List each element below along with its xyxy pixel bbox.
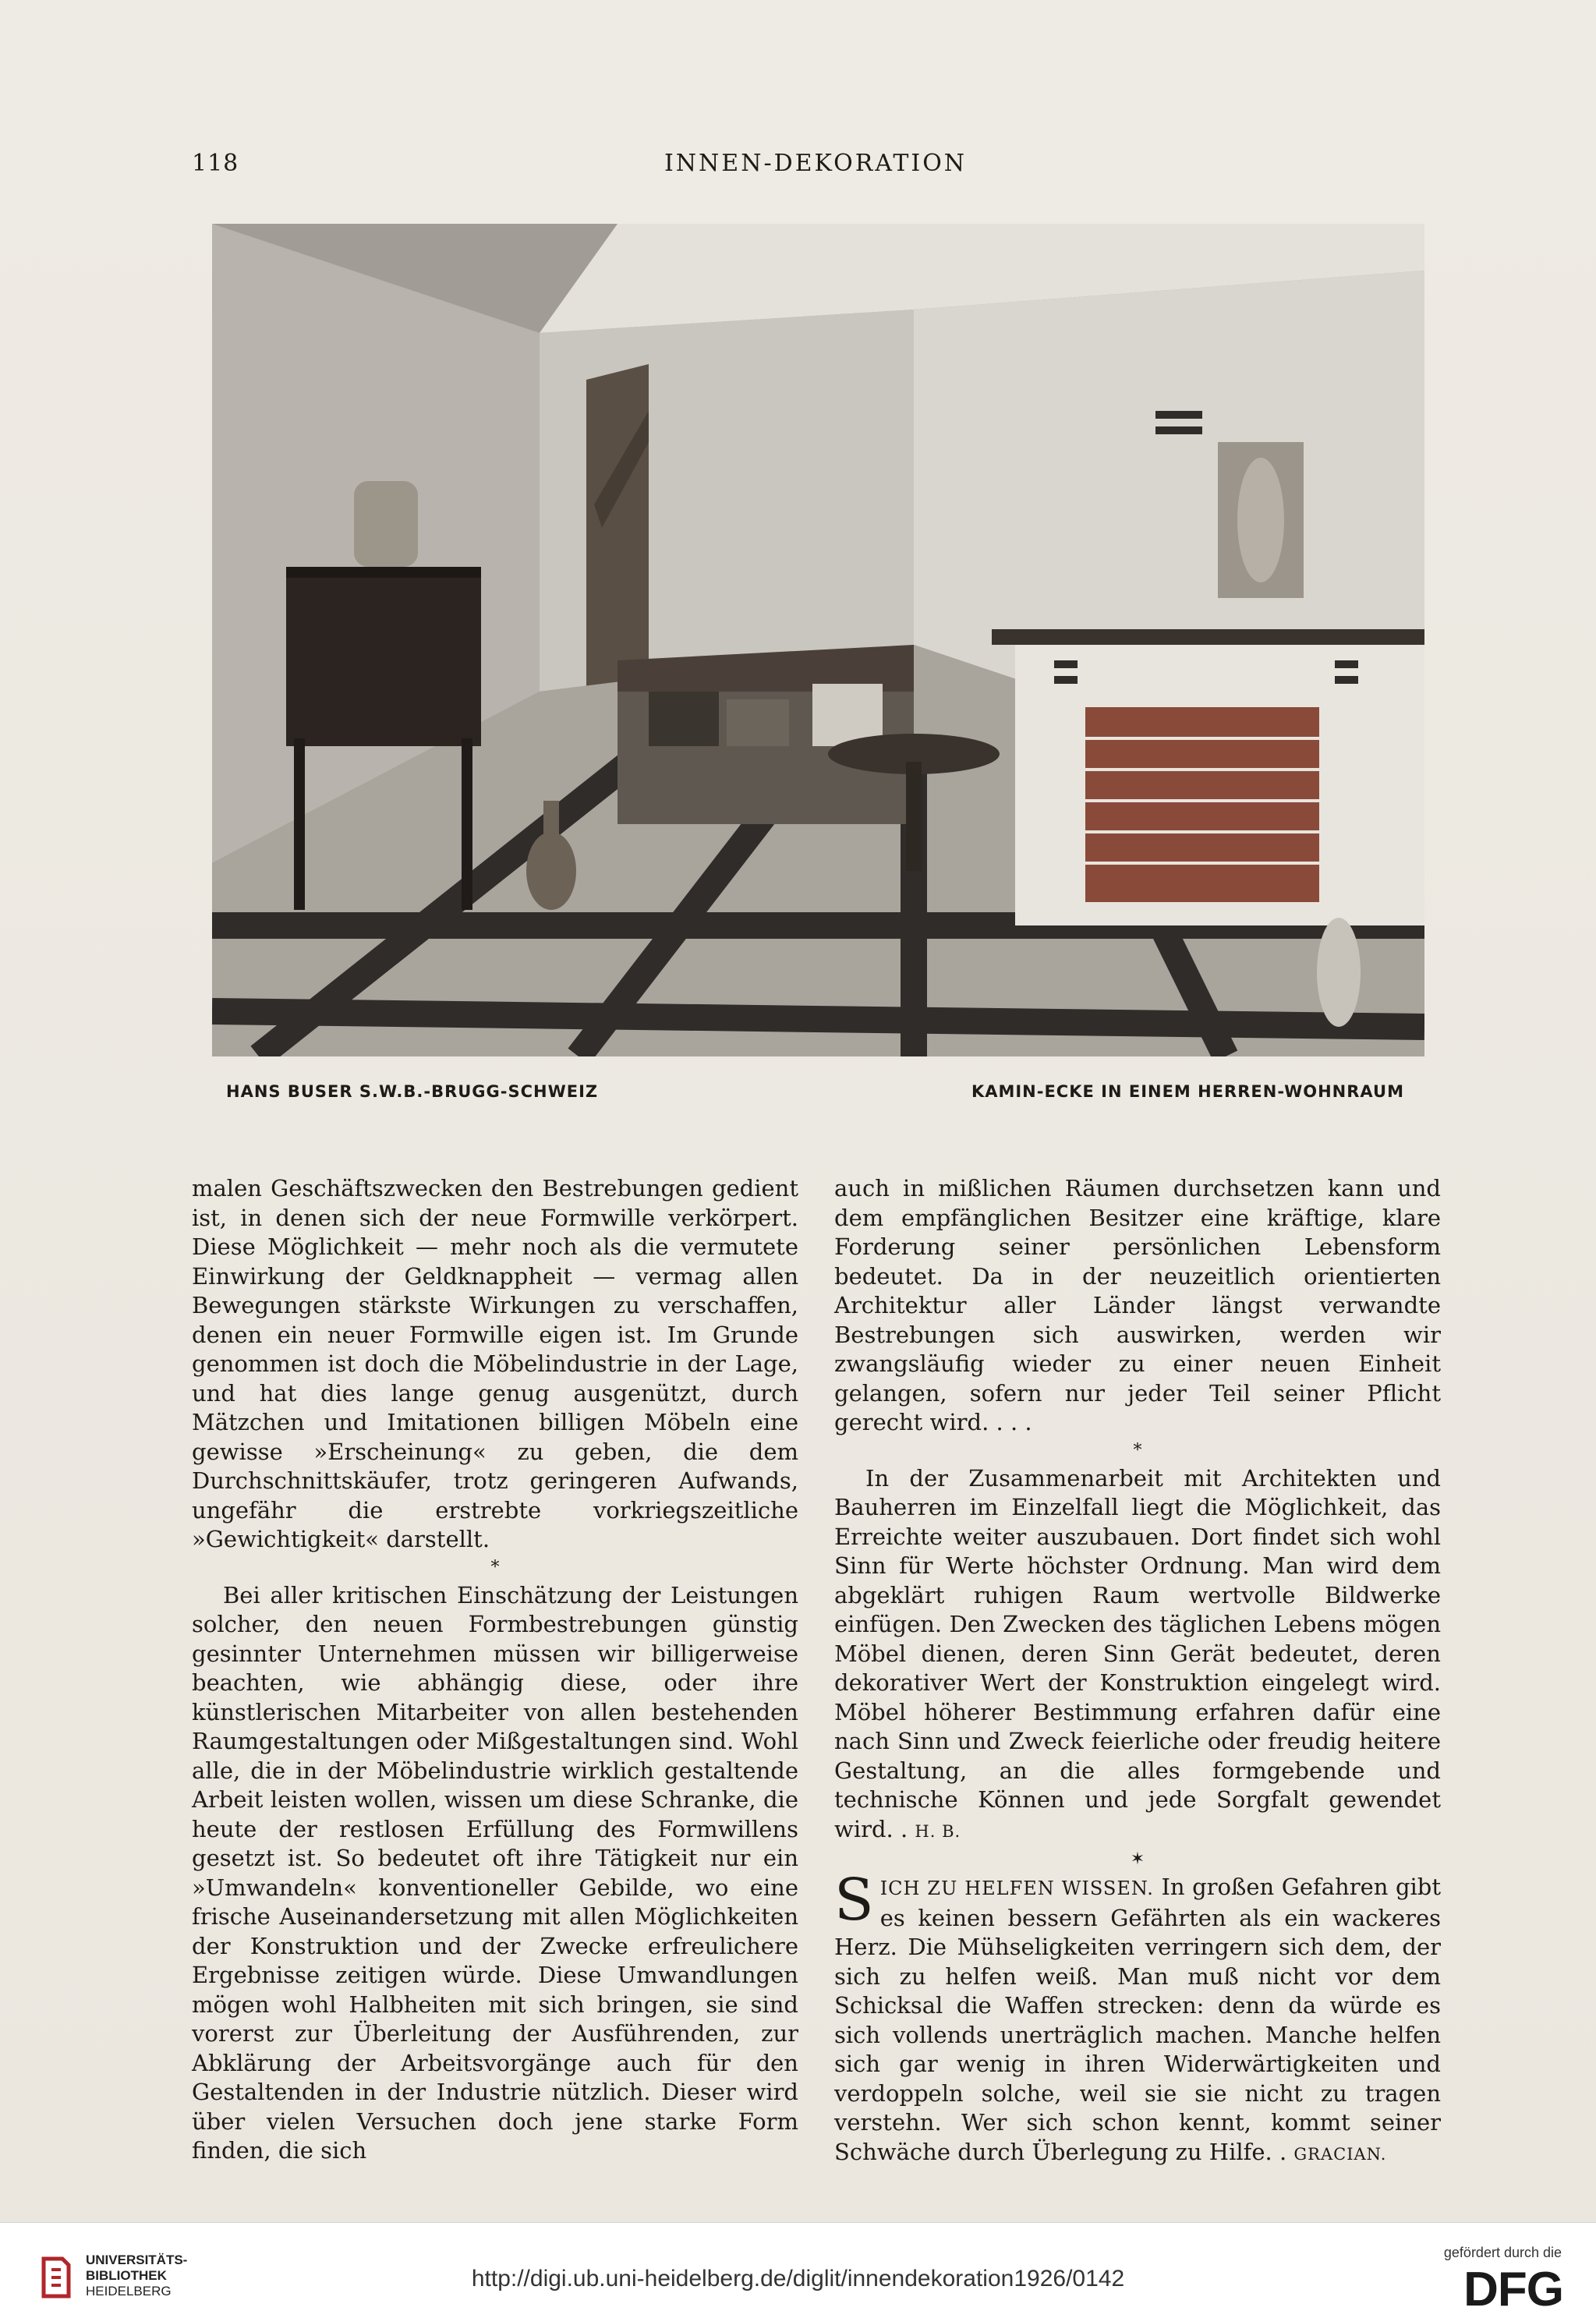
- aphorism-author: GRACIAN.: [1293, 2144, 1387, 2164]
- aphorism-text: In großen Gefahren gibt es keinen bessern Gefährten als ein wackeres Herz. Die Mühseligkeiten verringern sich dem, der sich zu helfen weiß. Man muß nicht vor dem Schicksal die Waffen strecken: denn da würde es sich vollends unerträglich machen. Manche helfen sich gar wenig in ihren Widerwärtigkeiten und verdoppeln solche, weil sie sie nicht zu tragen verstehn. Wer sich schon kennt, kommt seiner Schwäche durch Überlegung zu Hilfe. .: [834, 1874, 1442, 2165]
- text-column-left: [192, 1174, 798, 2166]
- author-signature: H. B.: [915, 1821, 961, 1841]
- library-name-line: UNIVERSITÄTS-: [86, 2253, 188, 2267]
- paragraph-text: In der Zusammenarbeit mit Architekten und Bauherren im Einzelfall liegt die Möglichkeit, das Erreichte weiter auszubauen. Dort findet sich wohl Sinn für Werte höchster Ordnung. Man wird dem abgeklärt ruhigen Raum wertvolle Bildwerke einfügen. Den Zwecken des täglichen Lebens mögen Möbel dienen, deren Sinn Gerät bedeutet, deren dekorativer Wert der Konstruktion eingelegt wird. Möbel höherer Bestimmung erfahren dafür eine nach Sinn und Zweck feierliche oder freudig heitere Gestaltung, an die alles formgebende und technische Können und jede Sorgfalt gewendet wird. .: [834, 1464, 1441, 1842]
- figure-caption-title: KAMIN-ECKE IN EINEM HERREN-WOHNRAUM: [971, 1082, 1404, 1101]
- paragraph: [834, 1464, 1441, 1847]
- section-separator: *: [490, 1557, 500, 1577]
- page-number: 118: [192, 150, 239, 177]
- source-url-link[interactable]: http://digi.ub.uni-heidelberg.de/diglit/innendekoration1926/0142: [471, 2266, 1125, 2291]
- drop-cap: S: [834, 1867, 874, 1934]
- section-separator: ✶: [1130, 1849, 1145, 1869]
- library-name-line: BIBLIOTHEK: [86, 2268, 167, 2283]
- page-header: [192, 150, 1439, 189]
- paragraph: auch in mißlichen Räumen durchsetzen kann und dem empfänglichen Besitzer eine kräftige, klare Forderung seiner persönlichen Lebensform bedeutet. Da in der neuzeitlich orientierten Architektur aller Länder längst verwandte Bestrebungen sich auswirken, werden wir zwangsläufig wieder zu einer neuen Einheit gelangen, sofern nur jeder Teil seiner Pflicht gerecht wird. . . .: [834, 1175, 1441, 1435]
- text-column-right: [834, 1174, 1441, 2169]
- section-separator: *: [1133, 1440, 1142, 1460]
- interior-photograph: [212, 224, 1424, 1056]
- dfg-logo: DFG: [1463, 2263, 1563, 2316]
- paragraph: Bei aller kritischen Einschätzung der Leistungen solcher, den neuen Formbestrebungen günstig gesinnter Unternehmen müssen wir billigerweise beachten, wie abhängig diese, oder ihre künstlerischen Mitarbeiter von allen bestehenden Raumgestaltungen oder Mißgestaltungen sind. Wohl alle, die in der Möbelindustrie wirklich gestaltende Arbeit leisten wollen, wissen um diese Schranke, die heute der restlosen Erfüllung des Formwillens gesetzt ist. So bedeutet oft ihre Tätigkeit nur ein »Umwandeln« konventioneller Gebilde, wo eine frische Auseinandersetzung mit allen Möglichkeiten der Konstruktion und der Zwecke erfreulichere Ergebnisse zeitigen würde. Diese Umwandlungen mögen wohl Halbheiten mit sich bringen, sie sind vorerst zur Überleitung der Ausführenden, zur Abklärung der Arbeitsvorgänge auch für den Gestaltenden in der Industrie nützlich. Dieser wird über vielen Versuchen doch jene starke Form finden, die sich: [192, 1581, 798, 2164]
- aphorism-heading: ICH ZU HELFEN WISSEN.: [879, 1877, 1154, 1899]
- library-name-line: HEIDELBERG: [86, 2284, 172, 2299]
- digitization-footer: [0, 2222, 1596, 2318]
- figure-caption-credit: HANS BUSER S.W.B.-BRUGG-SCHWEIZ: [226, 1082, 599, 1101]
- aphorism-paragraph: [834, 1867, 1442, 2169]
- paragraph: malen Geschäftszwecken den Bestrebungen gedient ist, in denen sich der neue Formwille verkörpert. Diese Möglichkeit — mehr noch als die vermutete Einwirkung der Geldknappheit — vermag allen Bewegungen stärkste Wirkungen zu verschaffen, denen ein neuer Formwille eigen ist. Im Grunde genommen ist doch die Möbelindustrie in der Lage, und hat dies lange genug ausgenützt, durch Mätzchen und Imitationen billigen Möbeln eine gewisse »Erscheinung« zu geben, die dem Durchschnittskäufer, trotz geringeren Aufwands, ungefähr die erstrebte vorkriegszeitliche »Gewichtigkeit« darstellt.: [192, 1175, 798, 1552]
- funded-by-label: gefördert durch die: [1443, 2245, 1562, 2260]
- running-head: INNEN-DEKORATION: [664, 150, 968, 177]
